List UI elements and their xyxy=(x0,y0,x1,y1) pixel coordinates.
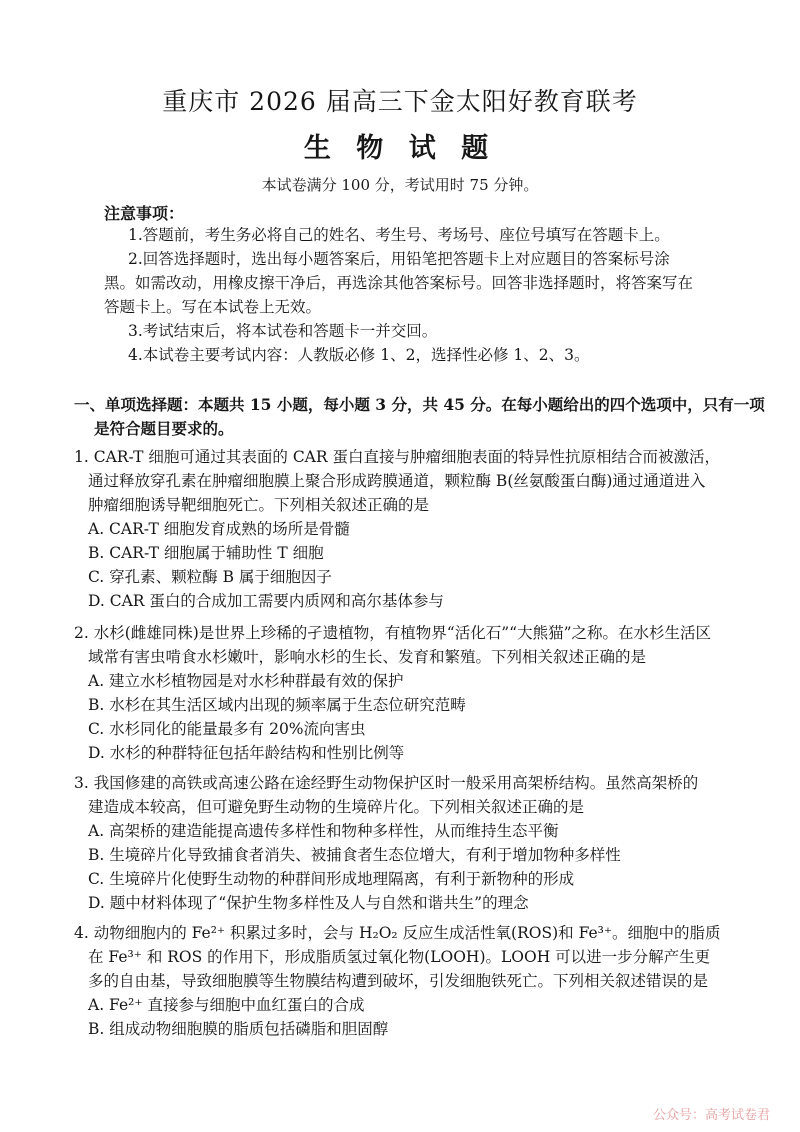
subject-title: 生 物 试 题 xyxy=(303,133,497,164)
notice-line: 黑。如需改动，用橡皮擦干净后，再选涂其他答案标号。回答非选择题时，将答案写在 xyxy=(104,274,694,292)
option-c: C. 水杉同化的能量最多有 20%流向害虫 xyxy=(88,720,366,738)
notice-heading: 注意事项： xyxy=(104,204,185,223)
notice-line: 3.考试结束后，将本试卷和答题卡一并交回。 xyxy=(128,322,438,340)
option-a: A. Fe²⁺ 直接参与细胞中血红蛋白的合成 xyxy=(88,996,365,1014)
option-a: A. 高架桥的建造能提高遗传多样性和物种多样性，从而维持生态平衡 xyxy=(88,822,559,840)
notice-line: 4.本试卷主要考试内容：人教版必修 1、2，选择性必修 1、2、3。 xyxy=(128,346,590,364)
question-stem: 在 Fe³⁺ 和 ROS 的作用下，形成脂质氢过氧化物(LOOH)。LOOH 可以进一步分解产生更 xyxy=(88,948,711,966)
question-stem: 域常有害虫啃食水杉嫩叶，影响水杉的生长、发育和繁殖。下列相关叙述正确的是 xyxy=(88,648,647,666)
option-c: C. 穿孔素、颗粒酶 B 属于细胞因子 xyxy=(88,568,332,586)
watermark: 公众号：高考试卷君 xyxy=(652,1108,770,1123)
section-heading: 是符合题目要求的。 xyxy=(94,419,234,438)
notice-line: 1.答题前，考生务必将自己的姓名、考生号、考场号、座位号填写在答题卡上。 xyxy=(128,226,670,244)
option-d: D. CAR 蛋白的合成加工需要内质网和高尔基体参与 xyxy=(88,592,444,610)
option-b: B. 生境碎片化导致捕食者消失、被捕食者生态位增大，有利于增加物种多样性 xyxy=(88,846,621,864)
option-d: D. 题中材料体现了“保护生物多样性及人与自然和谐共生”的理念 xyxy=(88,894,529,912)
question-stem: 4. 动物细胞内的 Fe²⁺ 积累过多时，会与 H₂O₂ 反应生成活性氧(ROS)和 Fe³⁺。细胞中的脂质 xyxy=(74,924,721,942)
question-stem: 2. 水杉(雌雄同株)是世界上珍稀的孑遗植物，有植物界“活化石”“大熊猫”之称。在水杉生活区 xyxy=(74,624,712,642)
question-stem: 1. CAR-T 细胞可通过其表面的 CAR 蛋白直接与肿瘤细胞表面的特异性抗原相结合而被激活， xyxy=(74,448,720,466)
exam-title: 重庆市 2026 届高三下金太阳好教育联考 xyxy=(162,87,638,116)
question-stem: 肿瘤细胞诱导靶细胞死亡。下列相关叙述正确的是 xyxy=(88,496,430,514)
question-stem: 通过释放穿孔素在肿瘤细胞膜上聚合形成跨膜通道，颗粒酶 B(丝氨酸蛋白酶)通过通道进入 xyxy=(88,472,706,490)
notice-line: 2.回答选择题时，选出每小题答案后，用铅笔把答题卡上对应题目的答案标号涂 xyxy=(128,250,670,268)
option-b: B. 水杉在其生活区域内出现的频率属于生态位研究范畴 xyxy=(88,696,466,714)
option-c: C. 生境碎片化使野生动物的种群间形成地理隔离，有利于新物种的形成 xyxy=(88,870,575,888)
exam-meta: 本试卷满分 100 分，考试用时 75 分钟。 xyxy=(261,176,539,194)
option-b: B. CAR-T 细胞属于辅助性 T 细胞 xyxy=(88,544,324,562)
option-a: A. 建立水杉植物园是对水杉种群最有效的保护 xyxy=(88,672,404,690)
option-d: D. 水杉的种群特征包括年龄结构和性别比例等 xyxy=(88,744,405,762)
question-stem: 多的自由基，导致细胞膜等生物膜结构遭到破坏，引发细胞铁死亡。下列相关叙述错误的是 xyxy=(88,972,709,990)
notice-line: 答题卡上。写在本试卷上无效。 xyxy=(104,298,322,316)
option-b: B. 组成动物细胞膜的脂质包括磷脂和胆固醇 xyxy=(88,1020,389,1038)
section-heading: 一、单项选择题：本题共 15 小题，每小题 3 分，共 45 分。在每小题给出的四个选项中，只有一项 xyxy=(74,395,765,414)
option-a: A. CAR-T 细胞发育成熟的场所是骨髓 xyxy=(88,520,350,538)
question-stem: 建造成本较高，但可避免野生动物的生境碎片化。下列相关叙述正确的是 xyxy=(88,798,585,816)
question-stem: 3. 我国修建的高铁或高速公路在途经野生动物保护区时一般采用高架桥结构。虽然高架桥的 xyxy=(74,774,699,792)
